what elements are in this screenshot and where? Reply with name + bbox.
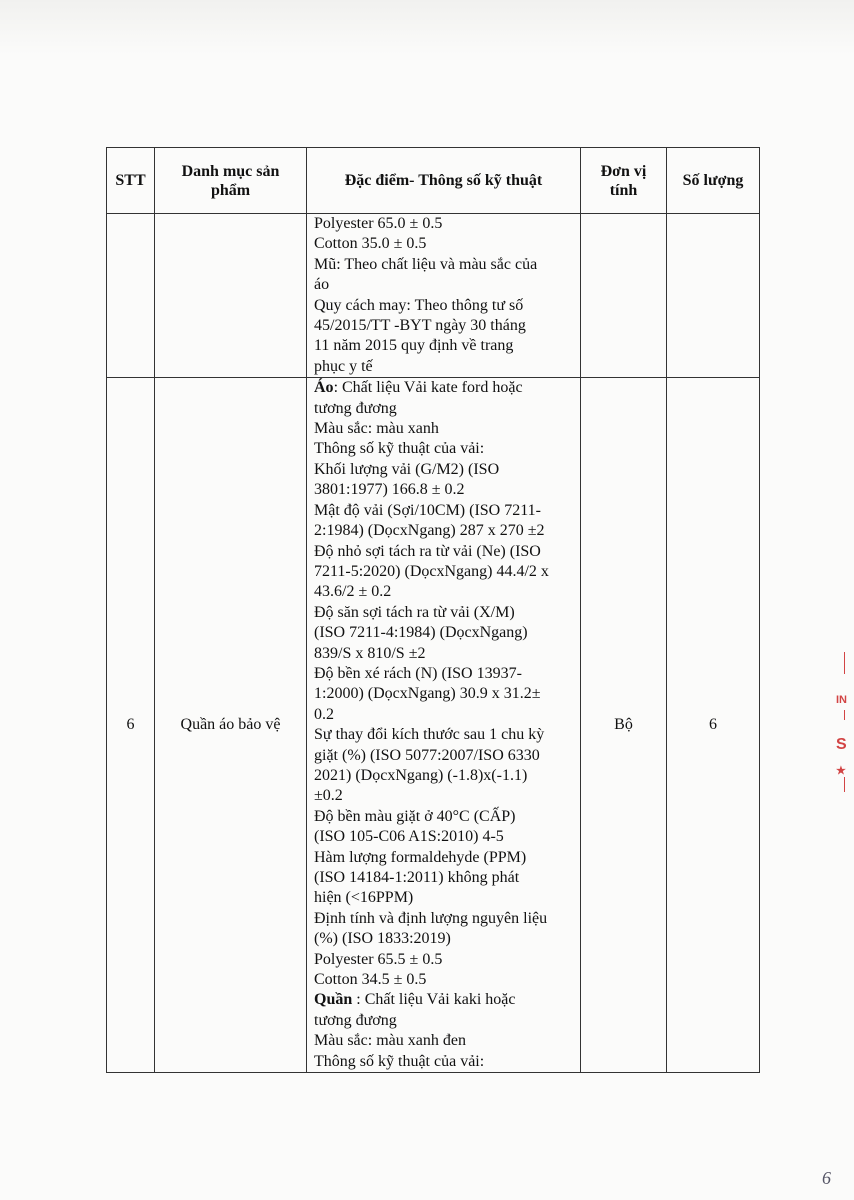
spec-line: Mũ: Theo chất liệu và màu sắc của	[314, 255, 538, 273]
spec-table	[106, 147, 760, 1073]
spec-line: Thông số kỹ thuật của vải:	[314, 440, 485, 458]
spec-line: Độ săn sợi tách ra từ vải (X/M)	[314, 603, 515, 621]
spec-line: Thông số kỹ thuật của vải:	[314, 1052, 485, 1070]
cell-spec	[307, 214, 581, 378]
header-row	[107, 148, 760, 214]
header-name	[155, 148, 307, 214]
spec-line: 2:1984) (DọcxNgang) 287 x 270 ±2	[314, 522, 545, 540]
spec-line: Mật độ vải (Sợi/10CM) (ISO 7211-	[314, 501, 541, 519]
spec-line: (ISO 105-C06 A1S:2010) 4-5	[314, 828, 504, 846]
spec-line: (%) (ISO 1833:2019)	[314, 930, 451, 948]
spec-line: Sự thay đổi kích thước sau 1 chu kỳ	[314, 726, 545, 744]
spec-line: 43.6/2 ± 0.2	[314, 583, 392, 601]
table-row	[107, 378, 760, 1073]
spec-line: 3801:1977) 166.8 ± 0.2	[314, 481, 465, 499]
spec-line: 7211-5:2020) (DọcxNgang) 44.4/2 x	[314, 562, 549, 580]
spec-line: tương đương	[314, 1011, 397, 1029]
spec-line: Màu sắc: màu xanh đen	[314, 1032, 466, 1050]
header-unit-line-1: Đơn vị	[600, 162, 647, 180]
spec-line-bold-label: Quần	[314, 991, 357, 1009]
header-name-line-1: Danh mục sản	[181, 162, 280, 180]
stamp-star: ★	[836, 765, 846, 777]
spec-line: Cotton 35.0 ± 0.5	[314, 235, 427, 253]
stamp-text-1: IN	[836, 694, 847, 706]
spec-line: 11 năm 2015 quy định về trang	[314, 337, 514, 355]
cell-name	[155, 214, 307, 378]
header-stt: STT	[107, 148, 155, 214]
cell-name: Quần áo bảo vệ	[155, 378, 307, 1073]
spec-line: giặt (%) (ISO 5077:2007/ISO 6330	[314, 746, 540, 764]
spec-line: Khối lượng vải (G/M2) (ISO	[314, 460, 500, 478]
table-row	[107, 214, 760, 378]
spec-line-bold-label: Áo	[314, 379, 334, 397]
stamp-line	[844, 710, 845, 720]
header-spec: Đặc điểm- Thông số kỹ thuật	[307, 148, 581, 214]
spec-line: tương đương	[314, 399, 397, 417]
spec-line: Độ bền xé rách (N) (ISO 13937-	[314, 664, 522, 682]
spec-line	[314, 990, 576, 1010]
cell-stt	[107, 214, 155, 378]
spec-line: 839/S x 810/S ±2	[314, 644, 426, 662]
spec-line	[314, 378, 576, 398]
spec-line-rest: : Chất liệu Vải kaki hoặc	[356, 991, 516, 1009]
spec-line-rest: : Chất liệu Vải kate ford hoặc	[333, 379, 523, 397]
spec-line: Độ nhỏ sợi tách ra từ vải (Ne) (ISO	[314, 542, 541, 560]
spec-line: (ISO 14184-1:2011) không phát	[314, 869, 520, 886]
spec-line: 2021) (DọcxNgang) (-1.8)x(-1.1)	[314, 766, 528, 784]
header-qty: Số lượng	[667, 148, 760, 214]
spec-line: 1:2000) (DọcxNgang) 30.9 x 31.2±	[314, 685, 541, 703]
spec-line: Cotton 34.5 ± 0.5	[314, 971, 427, 989]
spec-line: Màu sắc: màu xanh	[314, 420, 439, 438]
spec-line: Polyester 65.5 ± 0.5	[314, 950, 443, 968]
cell-stt: 6	[107, 378, 155, 1073]
header-unit	[581, 148, 667, 214]
header-name-line-2: phẩm	[210, 181, 251, 199]
stamp-line	[844, 652, 845, 674]
spec-line: Quy cách may: Theo thông tư số	[314, 296, 524, 314]
page-number: 6	[822, 1168, 831, 1188]
cell-unit	[581, 214, 667, 378]
stamp-line	[844, 777, 845, 792]
spec-line: Độ bền màu giặt ở 40°C (CẤP)	[314, 807, 516, 825]
spec-line: phục y tế	[314, 357, 373, 375]
spec-line: hiện (<16PPM)	[314, 889, 414, 907]
spec-line: ±0.2	[314, 787, 343, 805]
spec-line: 0.2	[314, 705, 334, 723]
spec-line: Polyester 65.0 ± 0.5	[314, 215, 443, 232]
cell-unit: Bộ	[581, 378, 667, 1073]
spec-line: Hàm lượng formaldehyde (PPM)	[314, 848, 527, 866]
cell-qty	[667, 214, 760, 378]
cell-qty: 6	[667, 378, 760, 1073]
spec-line: áo	[314, 276, 330, 294]
scan-top-band	[0, 0, 854, 55]
spec-line: 45/2015/TT -BYT ngày 30 tháng	[314, 317, 526, 335]
spec-line: Định tính và định lượng nguyên liệu	[314, 909, 548, 927]
stamp-text-2: S	[836, 736, 847, 753]
header-unit-line-2: tính	[609, 181, 638, 199]
red-stamp-fragment	[832, 652, 854, 792]
spec-line: (ISO 7211-4:1984) (DọcxNgang)	[314, 624, 528, 642]
cell-spec	[307, 378, 581, 1073]
